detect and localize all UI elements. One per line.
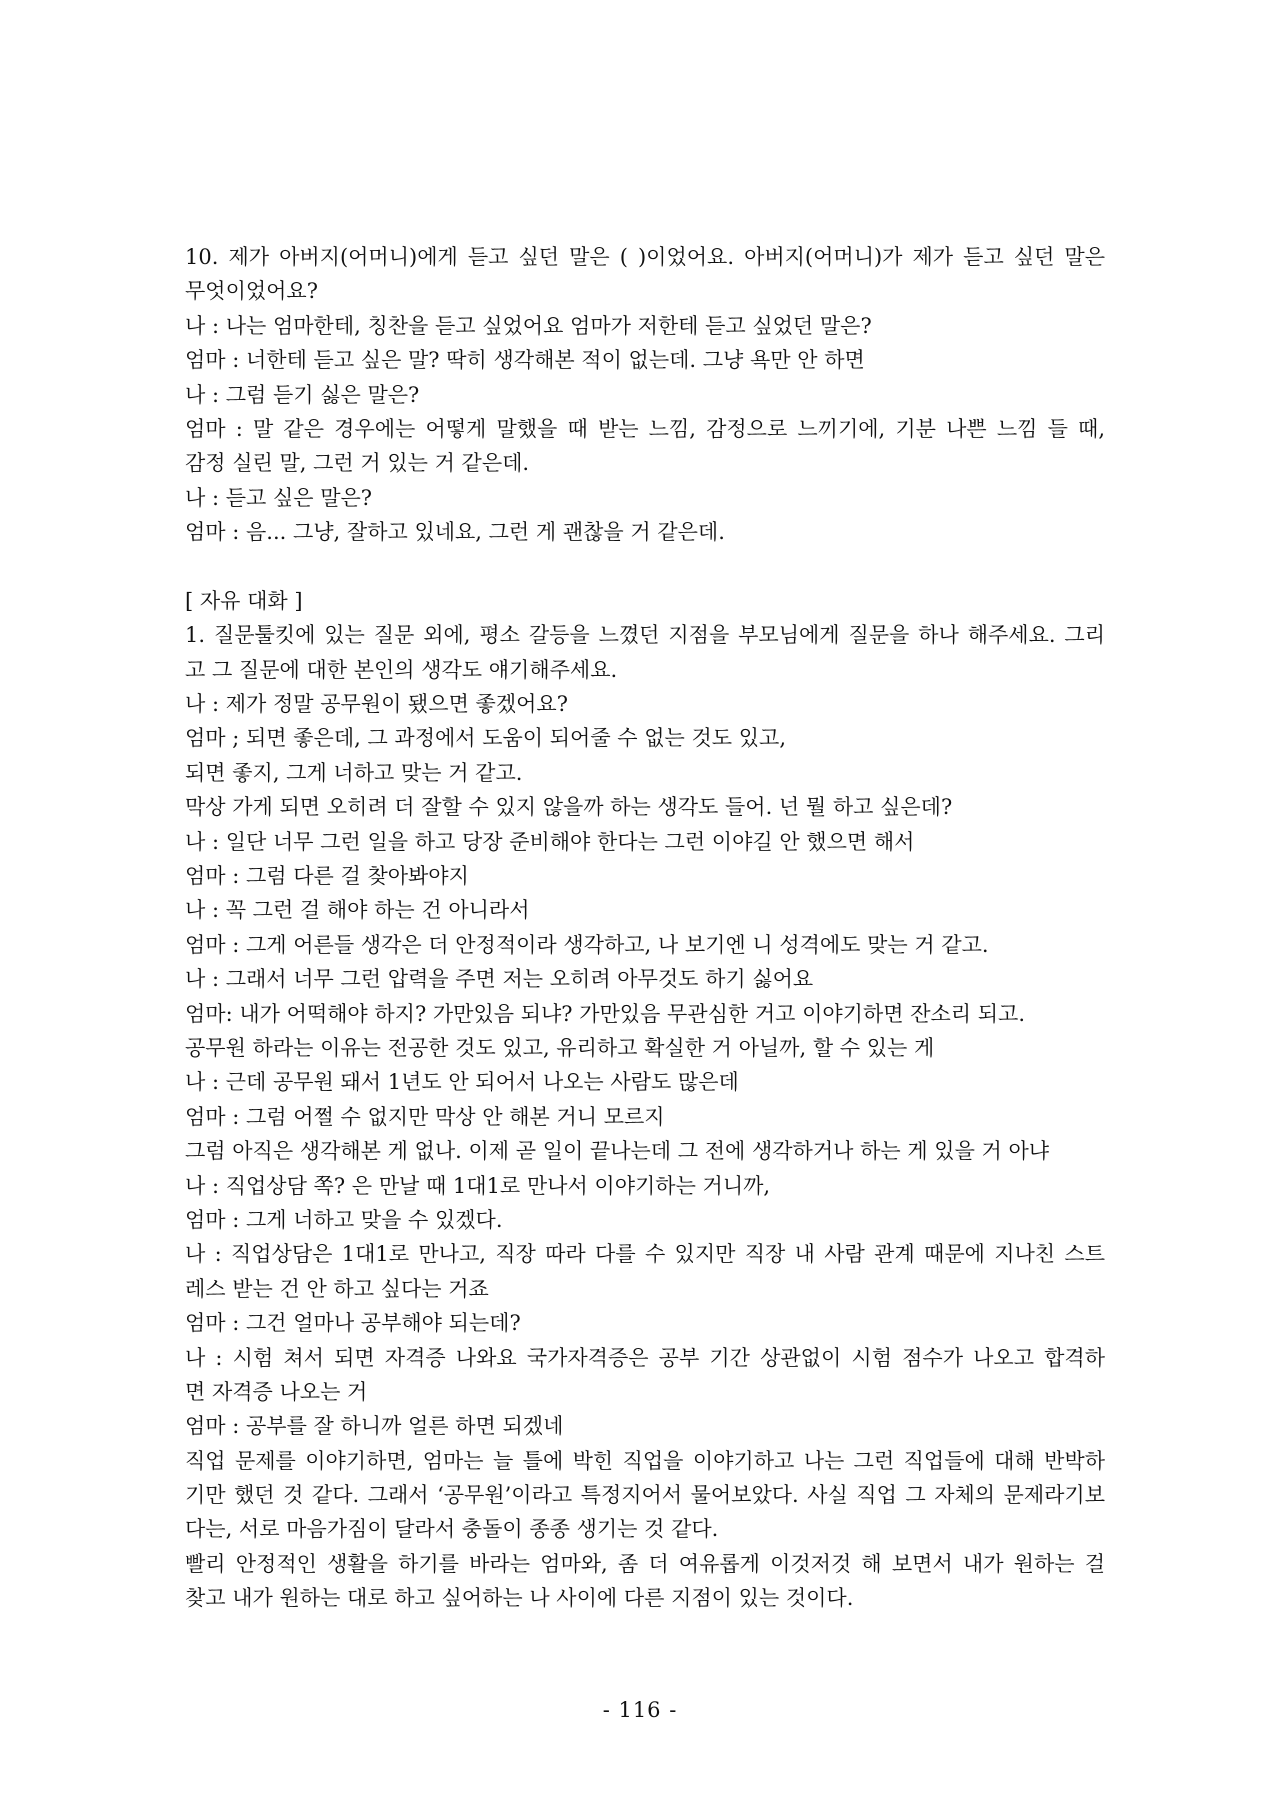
text-line: 되면 좋지, 그게 너하고 맞는 거 같고. <box>185 760 523 785</box>
text-line: 면 자격증 나오는 거 <box>185 1379 368 1404</box>
text-line: 엄마 : 공부를 잘 하니까 얼른 하면 되겠네 <box>185 1414 564 1439</box>
text-line: 찾고 내가 원하는 대로 하고 싶어하는 나 사이에 다른 지점이 있는 것이다. <box>185 1586 854 1611</box>
text-line: 나 : 제가 정말 공무원이 됐으면 좋겠어요? <box>185 692 568 717</box>
text-line: 다는, 서로 마음가짐이 달라서 충돌이 종종 생기는 것 같다. <box>185 1517 719 1542</box>
text-line: 나 : 꼭 그런 걸 해야 하는 건 아니라서 <box>185 898 530 923</box>
text-line: 나 : 그래서 너무 그런 압력을 주면 저는 오히려 아무것도 하기 싫어요 <box>185 967 814 992</box>
text-line: 직업 문제를 이야기하면, 엄마는 늘 틀에 박힌 직업을 이야기하고 나는 그런 직업들에 대해 반박하 <box>185 1448 1105 1473</box>
text-line: 나 : 일단 너무 그런 일을 하고 당장 준비해야 한다는 그런 이야길 안 했으면 해서 <box>185 829 915 854</box>
page-number: - 116 - <box>602 1698 678 1722</box>
text-line: 빨리 안정적인 생활을 하기를 바라는 엄마와, 좀 더 여유롭게 이것저것 해 보면서 내가 원하는 걸 <box>185 1551 1105 1576</box>
text-line: 엄마 : 그럼 다른 걸 찾아봐야지 <box>185 864 469 889</box>
section-free-conversation <box>185 584 1105 1616</box>
text-line: 나 : 직업상담은 1대1로 만나고, 직장 따라 다를 수 있지만 직장 내 사람 관계 때문에 지나친 스트 <box>185 1242 1105 1267</box>
text-line: 무엇이었어요? <box>185 279 318 304</box>
paragraph-gap <box>185 550 1105 584</box>
text-line: 그럼 아직은 생각해본 게 없나. 이제 곧 일이 끝나는데 그 전에 생각하거나 하는 게 있을 거 아냐 <box>185 1139 1050 1164</box>
text-line: 감정 실린 말, 그런 거 있는 거 같은데. <box>185 451 530 476</box>
text-line: 엄마 : 그게 어른들 생각은 더 안정적이라 생각하고, 나 보기엔 니 성격에도 맞는 거 같고. <box>185 932 989 957</box>
text-line: 10. 제가 아버지(어머니)에게 듣고 싶던 말은 ( )이었어요. 아버지(어머니)가 제가 듣고 싶던 말은 <box>185 245 1105 269</box>
text-line: 엄마 : 너한테 듣고 싶은 말? 딱히 생각해본 적이 없는데. 그냥 욕만 안 하면 <box>185 348 865 373</box>
text-line: 나 : 시험 쳐서 되면 자격증 나와요 국가자격증은 공부 기간 상관없이 시험 점수가 나오고 합격하 <box>185 1345 1105 1370</box>
text-line: 막상 가게 되면 오히려 더 잘할 수 있지 않을까 하는 생각도 들어. 넌 뭘 하고 싶은데? <box>185 795 953 820</box>
text-line: 기만 했던 것 같다. 그래서 ‘공무원’이라고 특정지어서 물어보았다. 사실 직업 그 자체의 문제라기보 <box>185 1483 1105 1508</box>
section-question-10 <box>185 240 1105 550</box>
text-line: 엄마 : 그건 얼마나 공부해야 되는데? <box>185 1311 521 1336</box>
text-line: 공무원 하라는 이유는 전공한 것도 있고, 유리하고 확실한 거 아닐까, 할 수 있는 게 <box>185 1035 935 1060</box>
text-line: 엄마 ; 되면 좋은데, 그 과정에서 도움이 되어줄 수 없는 것도 있고, <box>185 726 787 751</box>
text-line: 엄마 : 음... 그냥, 잘하고 있네요, 그런 게 괜찮을 거 같은데. <box>185 520 725 545</box>
text-line: 나 : 나는 엄마한테, 칭찬을 듣고 싶었어요 엄마가 저한테 듣고 싶었던 말은? <box>185 313 872 338</box>
text-line: 엄마 : 그게 너하고 맞을 수 있겠다. <box>185 1207 503 1232</box>
text-line: 나 : 직업상담 쪽? 은 만날 때 1대1로 만나서 이야기하는 거니까, <box>185 1173 771 1198</box>
text-line: 레스 받는 건 안 하고 싶다는 거죠 <box>185 1276 489 1301</box>
text-line: 나 : 그럼 듣기 싫은 말은? <box>185 382 420 407</box>
text-line: 나 : 근데 공무원 돼서 1년도 안 되어서 나오는 사람도 많은데 <box>185 1070 739 1095</box>
text-line: 1. 질문툴킷에 있는 질문 외에, 평소 갈등을 느꼈던 지점을 부모님에게 질문을 하나 해주세요. 그리 <box>185 623 1105 648</box>
document-body <box>185 240 1105 1616</box>
text-line: 고 그 질문에 대한 본인의 생각도 얘기해주세요. <box>185 657 618 682</box>
section-heading: [ 자유 대화 ] <box>185 588 303 613</box>
text-line: 엄마 : 말 같은 경우에는 어떻게 말했을 때 받는 느낌, 감정으로 느끼기에, 기분 나쁜 느낌 들 때, <box>185 416 1105 441</box>
text-line: 엄마: 내가 어떡해야 하지? 가만있음 되냐? 가만있음 무관심한 거고 이야기하면 잔소리 되고. <box>185 1001 1025 1026</box>
text-line: 엄마 : 그럼 어쩔 수 없지만 막상 안 해본 거니 모르지 <box>185 1104 665 1129</box>
text-line: 나 : 듣고 싶은 말은? <box>185 485 373 510</box>
